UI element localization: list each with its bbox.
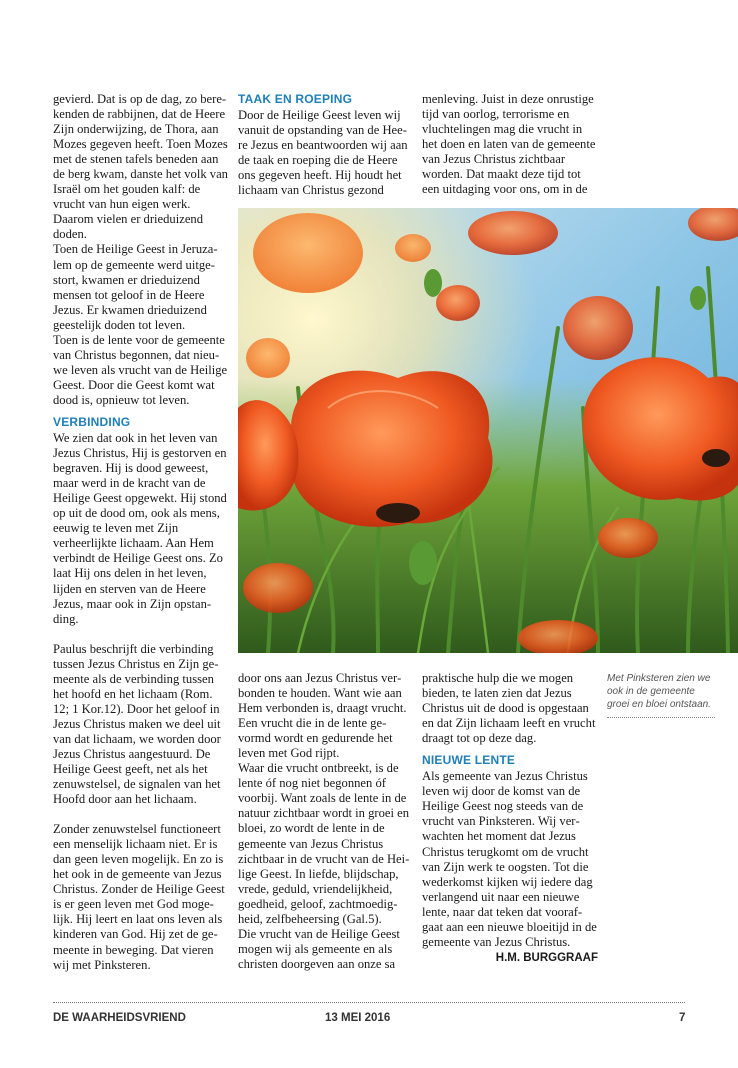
body-paragraph: We zien dat ook in het leven van Jezus Christus, Hij is gestorven en begraven. Hij is dood geweest, maar werd in de kracht van de Heilige Geest opgewekt. Hij stond op uit de dood om, ook als mens, eeuwig te leven met Zijn verheerlijkte lichaam. Aan Hem verbindt de Heilige Geest ons. Zo laat Hij ons delen in het leven, lijden en sterven van de Heere Jezus, maar ook in Zijn opstanding. — [53, 431, 227, 626]
body-paragraph: Door de Heilige Geest leven wij vanuit de opstanding van de Heere Jezus en beantwoorden wij aan de taak en roeping die de Heere ons gegeven heeft. Hij houdt het lichaam van Christus gezond — [238, 108, 408, 198]
article-column-1 — [53, 92, 229, 973]
section-heading-taak-en-roeping: TAAK EN ROEPING — [238, 92, 353, 106]
body-paragraph: Die vrucht van de Heilige Geest mogen wij als gemeente en als christen doorgeven aan onze sa — [238, 926, 400, 971]
article-column-3-bottom — [422, 671, 598, 966]
body-paragraph: Toen is de lente voor de gemeente van Christus begonnen, dat nieuwe leven als vrucht van de Heilige Geest. Door die Geest komt wat dood is, opnieuw tot leven. — [53, 332, 228, 407]
photo-caption: Met Pinksteren zien we ook in de gemeente groei en bloei ontstaan. — [607, 672, 715, 718]
footer-divider — [53, 1002, 685, 1003]
poppy-field-icon — [238, 208, 738, 653]
section-heading-verbinding: VERBINDING — [53, 414, 131, 429]
author-signature: H.M. BURGGRAAF — [495, 951, 598, 964]
body-paragraph: Zonder zenuwstelsel functioneert een menselijk lichaam niet. Er is dan geen leven mogelijk. En zo is het ook in de gemeente van Jezus Christus. Zonder de Heilige Geest is er geen leven met God mogelijk. Hij leert en laat ons leven als kinderen van God. Hij zet de gemeente in beweging. Dat vieren wij met Pinksteren. — [53, 822, 225, 972]
body-paragraph: Paulus beschrijft die verbinding tussen Jezus Christus en Zijn gemeente als de verbinding tussen het hoofd en het lichaam (Rom. 12; 1 Kor.12). Door het geloof in Jezus Christus maken we deel uit van dat lichaam, we worden door Jezus Christus aangestuurd. De Heilige Geest geeft, net als het zenuwstelsel, de signalen van het Hoofd door aan het lichaam. — [53, 641, 221, 807]
article-column-3-top — [422, 92, 598, 197]
body-paragraph: praktische hulp die we mogen bieden, te laten zien dat Jezus Christus uit de dood is opgestaan en dat Zijn lichaam leeft en vrucht draagt tot op deze dag. — [422, 671, 596, 746]
poppy-field-photo — [238, 208, 738, 653]
article-column-2-bottom — [238, 671, 410, 972]
section-heading-nieuwe-lente: NIEUWE LENTE — [422, 753, 516, 768]
article-column-2-top — [238, 92, 410, 198]
body-paragraph: gevierd. Dat is op de dag, zo berekenden de rabbijnen, dat de Heere Zijn onderwijzing, de Thora, aan Mozes gegeven heeft. Toen Mozes met de stenen tafels beneden aan de berg kwam, danste het volk van Israël om het gouden kalf: de vrucht van hun eigen werk. Daarom vielen er drieduizend doden. — [53, 92, 228, 242]
body-paragraph: Toen de Heilige Geest in Jeruzalem op de gemeente werd uitgestort, kwamen er drieduizend mensen tot geloof in de Heere Jezus. Er kwamen drieduizend geestelijk doden tot leven. — [53, 242, 218, 332]
page-number: 7 — [679, 1012, 686, 1024]
body-paragraph: Waar die vrucht ontbreekt, is de lente óf nog niet begonnen óf voorbij. Want zoals de lente in de natuur zichtbaar wordt in groei en bloei, zo wordt de lente in de gemeente van Jezus Christus zichtbaar in de vrucht van de Heilige Geest. In liefde, blijdschap, vrede, geduld, vriendelijkheid, goedheid, geloof, zachtmoedigheid, zelfbeheersing (Gal.5). — [238, 761, 410, 926]
body-paragraph: Als gemeente van Jezus Christus leven wij door de komst van de Heilige Geest nog steeds van de vrucht van Pinksteren. Wij verwachten het moment dat Jezus Christus terugkomt om de vrucht van Zijn werk te oogsten. Tot die wederkomst kijken wij iedere dag verlangend uit naar een nieuwe lente, naar dat teken dat voorafgaat aan een nieuwe bloeitijd in de gemeente van Jezus Christus. — [422, 769, 597, 949]
body-paragraph: door ons aan Jezus Christus verbonden te houden. Want wie aan Hem verbonden is, draagt vrucht. Een vrucht die in de lente gevormd wordt en gedurende het leven met God rijpt. — [238, 671, 407, 761]
body-paragraph: menleving. Juist in deze onrustige tijd van oorlog, terrorisme en vluchtelingen mag die vrucht in het doen en laten van de gemeente van Jezus Christus zichtbaar worden. Dat maakt deze tijd tot een uitdaging voor ons, om in de — [422, 92, 596, 197]
footer-date: 13 MEI 2016 — [325, 1012, 391, 1024]
footer-magazine-name: DE WAARHEIDSVRIEND — [53, 1012, 186, 1024]
